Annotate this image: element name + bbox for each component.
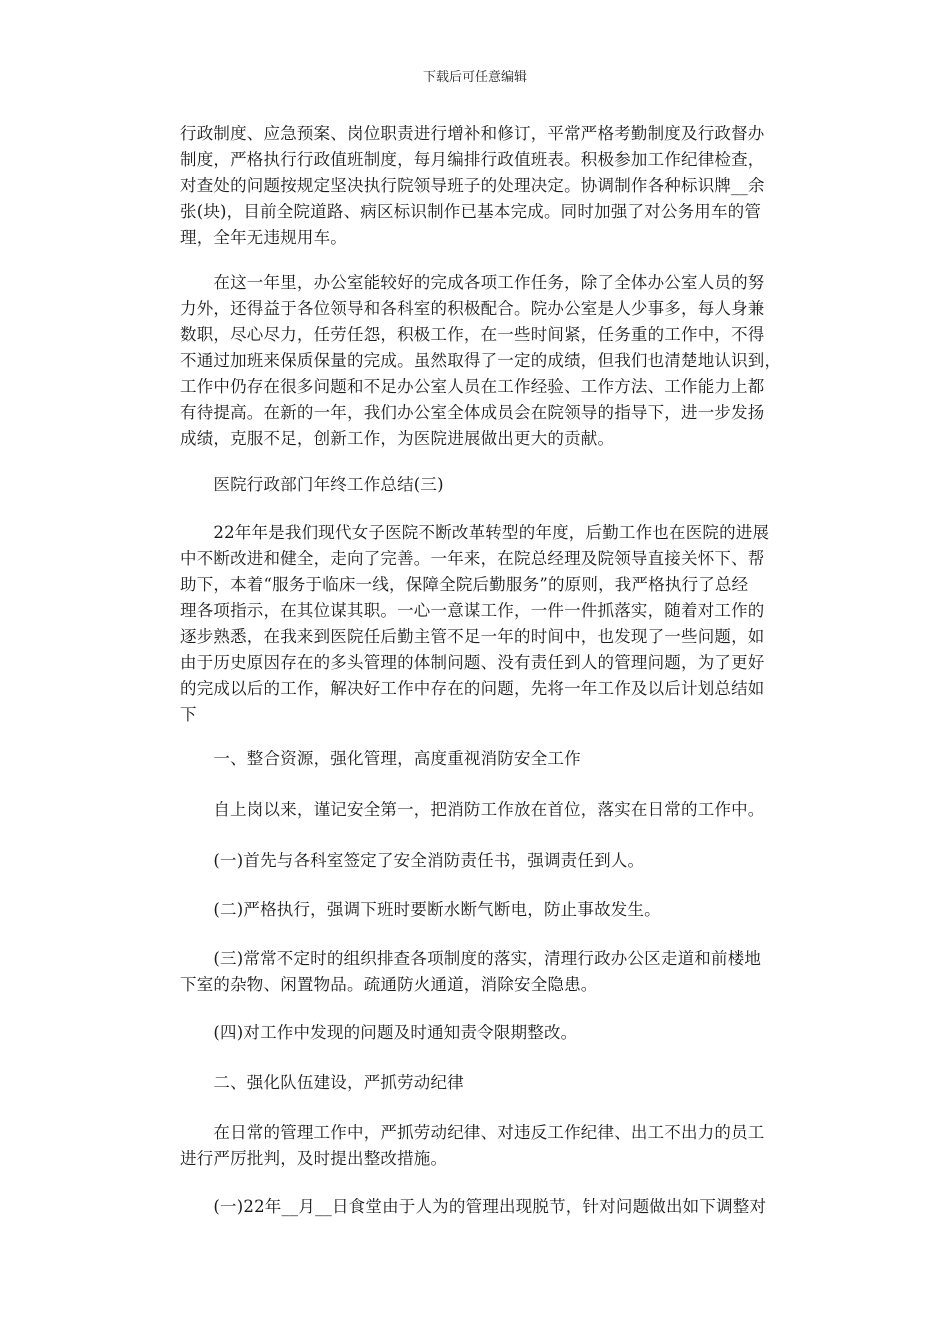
text-line: 中不断改进和健全，走向了完善。一年来，在院总经理及院领导直接关怀下、帮 — [180, 549, 765, 568]
text-line: 自上岗以来，谨记安全第一，把消防工作放在首位，落实在日常的工作中。 — [180, 800, 765, 819]
paragraph-office-duties — [180, 121, 776, 251]
text-line: 制度，严格执行行政值班制度，每月编排行政值班表。积极参加工作纪律检查， — [180, 150, 765, 169]
text-line: 行政制度、应急预案、岗位职责进行增补和修订，平常严格考勤制度及行政督办 — [180, 124, 765, 143]
paragraph-logistics-intro — [180, 520, 776, 728]
text-line: (三)常常不定时的组织排查各项制度的落实，清理行政办公区走道和前楼地 — [180, 949, 762, 968]
list-item-2 — [180, 897, 776, 923]
text-line: 逐步熟悉，在我来到医院任后勤主管不足一年的时间中，也发现了一些问题，如 — [180, 627, 765, 646]
text-line: (二)严格执行，强调下班时要断水断气断电，防止事故发生。 — [180, 900, 661, 919]
paragraph-year-review — [180, 270, 782, 452]
text-line: 有待提高。在新的一年，我们办公室全体成员会在院领导的指导下，进一步发扬 — [180, 403, 765, 422]
text-line: 工作中仍存在很多问题和不足办公室人员在工作经验、工作方法、工作能力上都 — [180, 377, 765, 396]
text-line: 理各项指示，在其位谋其职。一心一意谋工作，一件一件抓落实，随着对工作的 — [180, 601, 765, 620]
text-line: (四)对工作中发现的问题及时通知责令限期整改。 — [180, 1023, 578, 1042]
text-line: 22年年是我们现代女子医院不断改革转型的年度，后勤工作也在医院的进展 — [180, 523, 770, 542]
section-title-text: 医院行政部门年终工作总结(三) — [180, 475, 444, 494]
text-line: 理，全年无违规用车。 — [180, 228, 347, 247]
text-line: 由于历史原因存在的多头管理的体制问题、没有责任到人的管理问题，为了更好 — [180, 653, 765, 672]
paragraph-safety-first — [180, 797, 776, 823]
text-line: 下 — [180, 705, 197, 724]
heading-team-building — [180, 1070, 776, 1096]
text-line: 不通过加班来保质保量的完成。虽然取得了一定的成绩，但我们也清楚地认识到， — [180, 351, 782, 370]
paragraph-labor-discipline — [180, 1120, 776, 1172]
list-item-1 — [180, 848, 776, 874]
list-item-4 — [180, 1020, 776, 1046]
text-line: 下室的杂物、闲置物品。疏通防火通道，消除安全隐患。 — [180, 975, 598, 994]
heading-text: 二、强化队伍建设，严抓劳动纪律 — [180, 1073, 464, 1092]
text-line: 在日常的管理工作中，严抓劳动纪律、对违反工作纪律、出工不出力的员工 — [180, 1123, 765, 1142]
text-line: 力外，还得益于各位领导和各科室的积极配合。院办公室是人少事多，每人身兼 — [180, 299, 765, 318]
text-line: 进行严厉批判，及时提出整改措施。 — [180, 1149, 448, 1168]
heading-text: 一、整合资源，强化管理，高度重视消防安全工作 — [180, 749, 581, 768]
text-line: 在这一年里，办公室能较好的完成各项工作任务，除了全体办公室人员的努 — [180, 273, 765, 292]
text-line: 张(块)，目前全院道路、病区标识制作已基本完成。同时加强了对公务用车的管 — [180, 202, 762, 221]
text-line: (一)首先与各科室签定了安全消防责任书，强调责任到人。 — [180, 851, 645, 870]
text-line: 成绩，克服不足，创新工作，为医院进展做出更大的贡献。 — [180, 429, 615, 448]
heading-fire-safety — [180, 746, 776, 772]
text-line: 的完成以后的工作，解决好工作中存在的问题，先将一年工作及以后计划总结如 — [180, 679, 765, 698]
text-line: 助下，本着“服务于临床一线，保障全院后勤服务”的原则，我严格执行了总经 — [180, 575, 749, 594]
list-item-3 — [180, 946, 776, 998]
page-header: 下载后可任意编辑 — [422, 70, 527, 85]
section-title — [180, 472, 776, 498]
text-line: (一)22年__月__日食堂由于人为的管理出现脱节，针对问题做出如下调整对 — [180, 1197, 767, 1216]
text-line: 数职，尽心尽力，任劳任怨，积极工作，在一些时间紧，任务重的工作中，不得 — [180, 325, 765, 344]
list-item-canteen — [180, 1194, 776, 1220]
text-line: 对查处的问题按规定坚决执行院领导班子的处理决定。协调制作各种标识牌__余 — [180, 176, 765, 195]
